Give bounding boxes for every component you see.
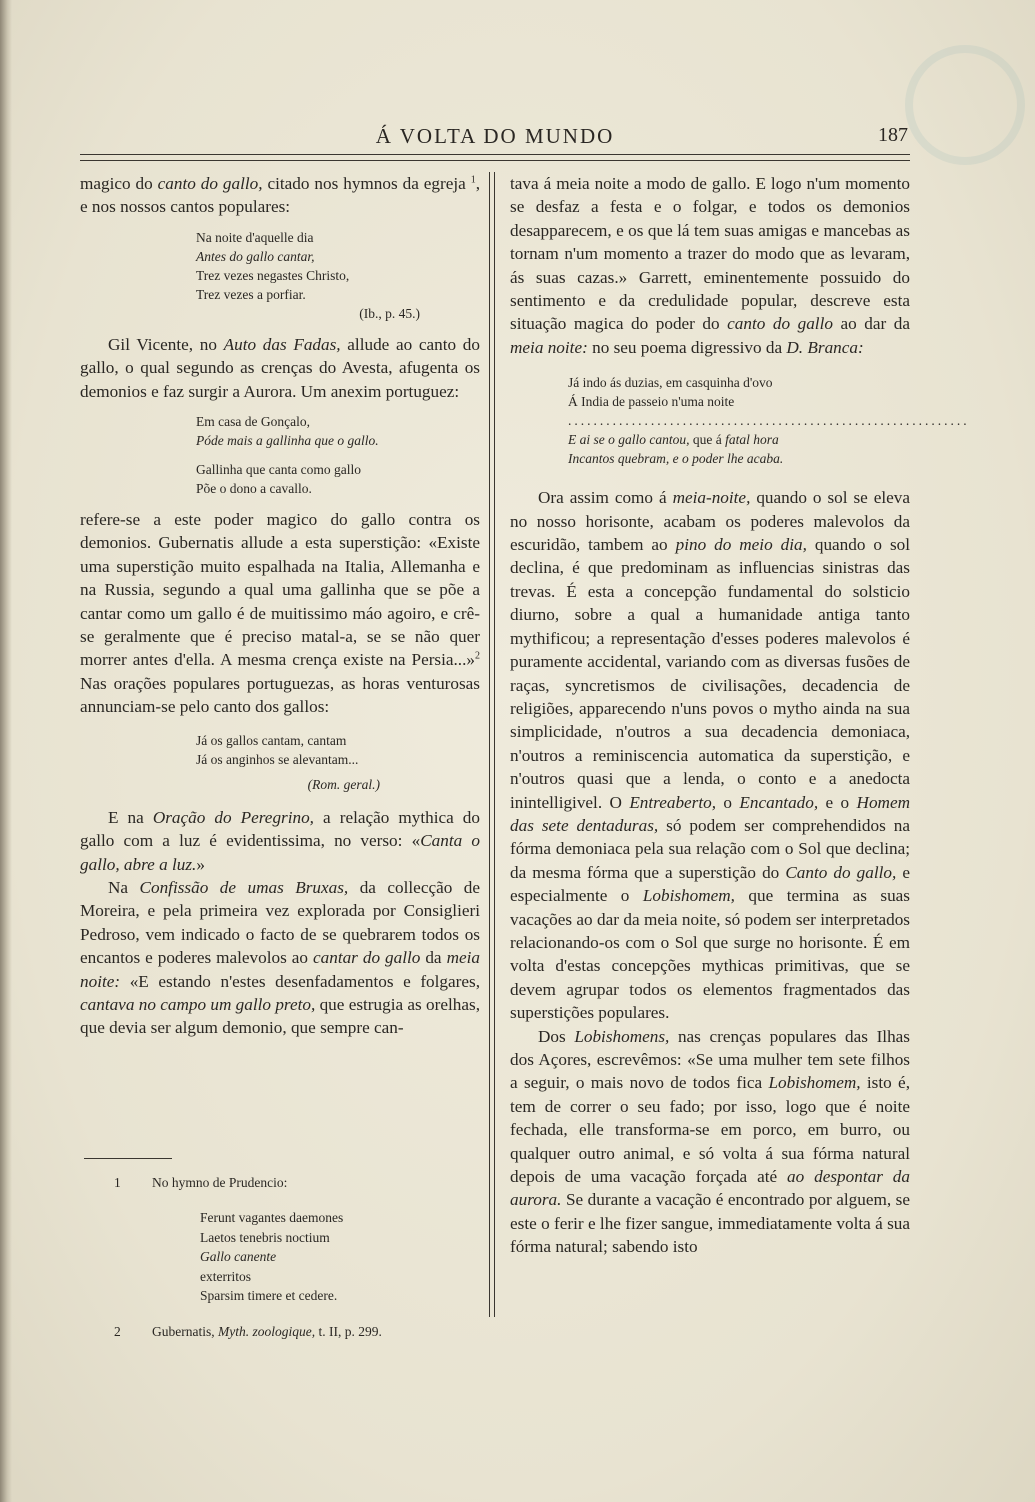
- footnotes: [80, 1158, 480, 1341]
- page-number: 187: [878, 124, 908, 146]
- page-header: [80, 122, 910, 154]
- footnote-verse: Ferunt vagantes daemones Laetos tenebris noctium Gallo canente exterritos Sparsim timere et cedere.: [200, 1210, 344, 1303]
- left-column: [80, 172, 480, 1040]
- page-edge-shadow: [0, 0, 12, 1502]
- paragraph: E na Oração do Peregrino, a relação mythica do gallo com a luz é evidentissima, no verso: «Canta o gallo, abre a luz.»: [80, 807, 480, 874]
- verse-quote: Já indo ás duzias, em casquinha d'ovo Á India de passeio n'uma noite ............................................................... E ai se o gallo cantou, que á fatal hora Incantos quebram, e o poder lhe acaba.: [568, 375, 970, 467]
- paragraph: tava á meia noite a modo de gallo. E logo n'um momento se desfaz a festa e o folgar, e todos os demonios desapparecem, e os que lá tem suas amigas e mancebas as tornam n'um momento a trazer do modo que as levaram, ás suas cazas.» Garrett, eminentemente possuido do sentimento e da credulidade popular, descreve esta situação magica do poder do canto do gallo ao dar da meia noite: no seu poema digressivo da D. Branca:: [510, 174, 910, 357]
- verse-quote: Já os gallos cantam, cantam Já os anginhos se alevantam... (Rom. geral.): [196, 732, 380, 792]
- right-column: [510, 172, 970, 1259]
- paragraph: refere-se a este poder magico do gallo contra os demonios. Gubernatis allude a esta superstição: «Existe uma superstição muito espalhada na Italia, Allemanha e na Russia, segundo a qual uma gallinha que se põe a cantar como um gallo é de muitissimo máo agoiro, e crê-se geralmente que é preciso matal-a, se se não quer morrer antes d'ella. A mesma crença existe na Persia...»$^2$ Nas orações populares portuguezas, as horas venturosas annunciam-se pelo canto dos gallos:: [80, 510, 480, 717]
- paragraph: Na Confissão de umas Bruxas, da collecção de Moreira, e pela primeira vez explorada por Consiglieri Pedroso, vem indicado o facto de se quebrarem todos os encantos e poderes malevolos ao cantar do gallo da meia noite: «E estando n'estes desenfadamentos e folgares, cantava no campo um gallo preto, que estrugia as orelhas, que devia ser algum demonio, que sempre can-: [80, 877, 480, 1038]
- verse-citation: (Rom. geral.): [307, 776, 380, 792]
- verse-citation: (Ib., p. 45.): [359, 305, 420, 321]
- paragraph: Gil Vicente, no Auto das Fadas, allude ao canto do gallo, o qual segundo as crenças do Avesta, afugenta os demonios e faz surgir a Aurora. Um anexim portuguez:: [80, 334, 480, 401]
- verse-quote: Na noite d'aquelle dia Antes do gallo cantar, Trez vezes negastes Christo, Trez vezes a porfiar. (Ib., p. 45.): [80, 228, 480, 323]
- column-divider: [489, 172, 495, 1317]
- ellipsis-row: ...............................................................: [568, 413, 970, 429]
- footnote-1: 1 No hymno de Prudencio:: [114, 1175, 288, 1190]
- footnote-2: 2 Gubernatis, Myth. zoologique, t. II, p. 299.: [114, 1323, 382, 1339]
- verse-quote: Em casa de Gonçalo, Póde mais a gallinha que o gallo. Gallinha que canta como gallo Põe o dono a cavallo.: [196, 414, 379, 497]
- footnote-ref[interactable]: 1: [470, 174, 476, 186]
- paragraph: magico do canto do gallo, citado nos hymnos da egreja $^1$, e nos nossos cantos populares:: [80, 174, 480, 217]
- footnote-ref[interactable]: 2: [475, 650, 480, 662]
- paragraph: Dos Lobishomens, nas crenças populares das Ilhas dos Açores, escrevêmos: «Se uma mulher tem sete filhos a seguir, o mais novo de todos fica Lobishomem, isto é, tem de correr o seu fado; por isso, logo que é noite fechada, elle transforma-se em porco, em burro, ou qualquer outro animal, e só volta á sua fórma natural depois de uma vacação forçada até ao despontar da aurora. Se durante a vacação é encontrado por alguem, se este o ferir e lhe fizer sangue, immediatamente volta á sua fórma natural; sabendo isto: [510, 1026, 910, 1257]
- header-rule: [80, 154, 910, 161]
- paragraph: Ora assim como á meia-noite, quando o sol se eleva no nosso horisonte, acabam os poderes malevolos da escuridão, tambem ao pino do meio dia, quando o sol declina, é que predominam as influencias sinistras das trevas. É esta a concepção fundamental do solsticio diurno, sobre a qual a humanidade antiga tanto mythificou; a representação d'esses poderes malevolos é puramente accidental, variando com as diversas fusões de raças, syncretismos de civilisações, decadencia de religiões, apparecendo n'uns povos o mytho ainda na sua simplicidade, n'outros a sua decadencia demoniaca, n'outros a reminiscencia automatica da superstição, e n'outros quasi que a lenda, o conto e a anedocta inintelligivel. O Entreaberto, o Encantado, e o Homem das sete dentaduras, só podem ser comprehendidos na fórma demoniaca pela sua relação com o Sol que declina; da mesma fórma que a superstição do Canto do gallo, e especialmente o Lobishomem, que termina as suas vacações ao dar da meia noite, só podem ser interpretados relacionando-os com o Sol que surge no horisonte. É em volta d'estas concepções mythicas primitivas, que se devem agrupar todos os elementos fragmentados das superstições populares.: [510, 488, 910, 1023]
- library-stamp: [905, 45, 1025, 165]
- footnote-rule: [84, 1158, 172, 1159]
- running-title: Á VOLTA DO MUNDO: [375, 124, 615, 148]
